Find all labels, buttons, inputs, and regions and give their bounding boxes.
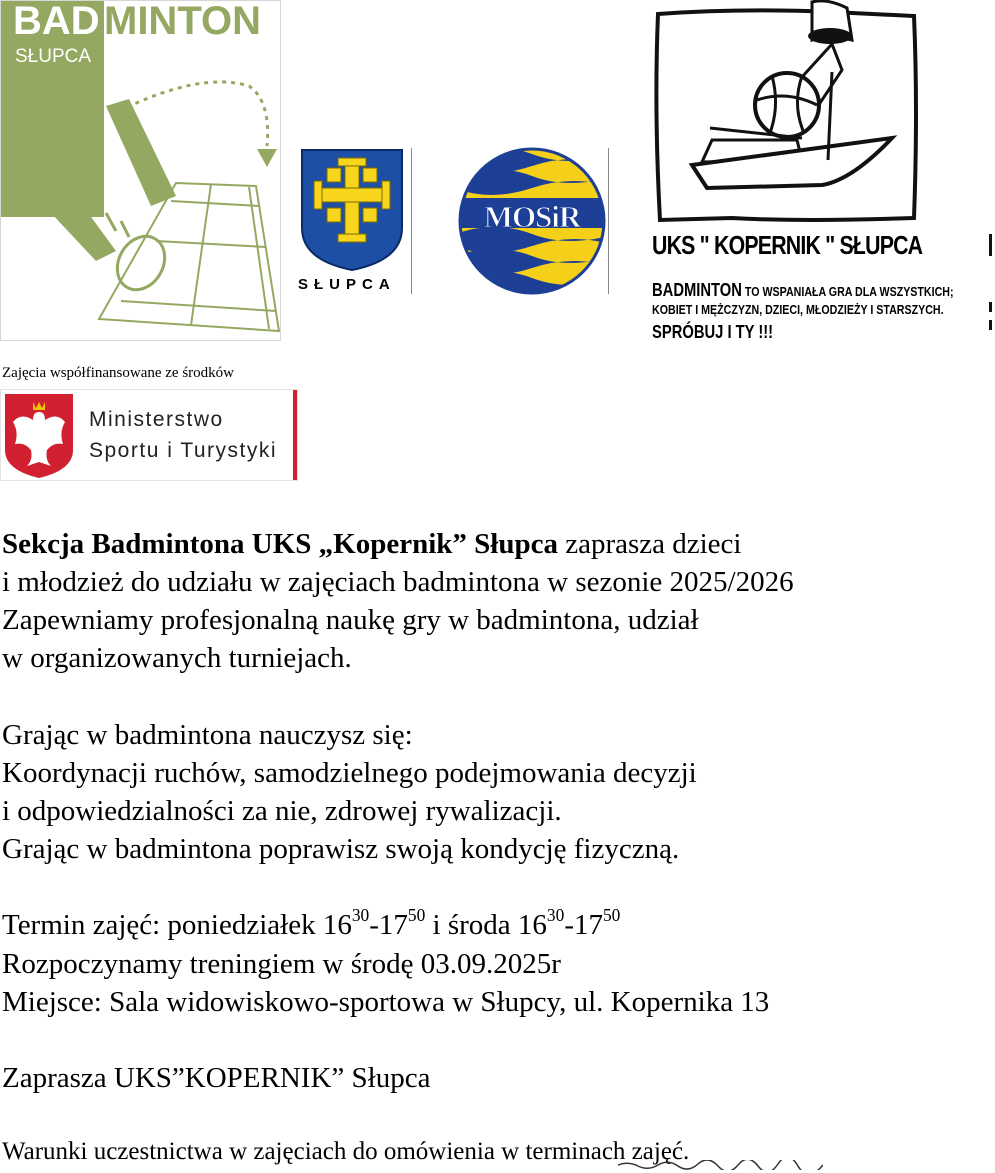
handwritten-underline xyxy=(618,1160,823,1170)
cropped-logo-edge xyxy=(989,234,995,338)
org-name: Sekcja Badmintona UKS „Kopernik” Słupca xyxy=(2,528,558,560)
uks-kopernik-logo xyxy=(652,0,954,345)
mosir-text: MOSiR xyxy=(483,199,581,234)
intro-line-4: w organizowanych turniejach. xyxy=(2,642,352,674)
crest-label: SŁUPCA xyxy=(298,276,396,293)
benefits-line-1: Grając w badmintona nauczysz się: xyxy=(2,719,413,751)
kopernik-slogan-2: KOBIET I MĘŻCZYZN, DZIECI, MŁODZIEŻY I STARSZYCH. xyxy=(652,302,944,317)
kopernik-slogan-3: SPRÓBUJ I TY !!! xyxy=(652,322,774,342)
divider xyxy=(411,148,412,294)
badminton-player-court-icon xyxy=(1,1,281,341)
sailboat-shuttlecock-icon xyxy=(652,0,942,226)
polish-eagle-icon xyxy=(3,392,75,480)
badminton-slupca-logo xyxy=(0,0,281,341)
invitation-line: Zaprasza UKS”KOPERNIK” Słupca xyxy=(2,1062,431,1094)
ministry-sport-logo xyxy=(0,389,298,481)
logo-word-bad: BAD xyxy=(1,1,104,45)
cofinancing-note: Zajęcia współfinansowane ze środków xyxy=(2,365,235,381)
intro-line-1: Sekcja Badmintona UKS „Kopernik” Słupca zaprasza dzieci xyxy=(2,528,742,560)
intro-line-2: i młodzież do udziału w zajęciach badmintona w sezonie 2025/2026 xyxy=(2,566,794,598)
slupca-coat-of-arms xyxy=(298,148,414,298)
start-date-line: Rozpoczynamy treningiem w środę 03.09.2025r xyxy=(2,948,561,980)
kopernik-slogan-1: BADMINTON TO WSPANIAŁA GRA DLA WSZYSTKICH; xyxy=(652,280,954,300)
logo-word-minton: MINTON xyxy=(104,0,262,43)
schedule-line: Termin zajęć: poniedziałek $16^{30}-17^{50}$ i środa $16^{30}-17^{50}$ xyxy=(2,905,621,941)
benefits-line-4: Grając w badmintona poprawisz swoją kondycję fizyczną. xyxy=(2,833,680,865)
divider xyxy=(608,148,609,294)
ministry-red-edge xyxy=(293,390,297,480)
participation-note: Warunki uczestnictwa w zajęciach do omówienia w terminach zajęć. xyxy=(2,1138,690,1165)
logo-sub-slupca: SŁUPCA xyxy=(15,46,92,67)
benefits-line-3: i odpowiedzialności za nie, zdrowej rywalizacji. xyxy=(2,795,562,827)
location-line: Miejsce: Sala widowiskowo-sportowa w Słupcy, ul. Kopernika 13 xyxy=(2,986,770,1018)
intro-line-3: Zapewniamy profesjonalną naukę gry w badmintona, udział xyxy=(2,604,699,636)
ministry-name: Ministerstwo Sportu i Turystyki xyxy=(89,408,278,462)
kopernik-title: UKS " KOPERNIK " SŁUPCA xyxy=(652,230,923,260)
mosir-logo xyxy=(455,146,613,296)
crest-cross-icon xyxy=(300,148,404,272)
benefits-line-2: Koordynacji ruchów, samodzielnego podejmowania decyzji xyxy=(2,757,697,789)
